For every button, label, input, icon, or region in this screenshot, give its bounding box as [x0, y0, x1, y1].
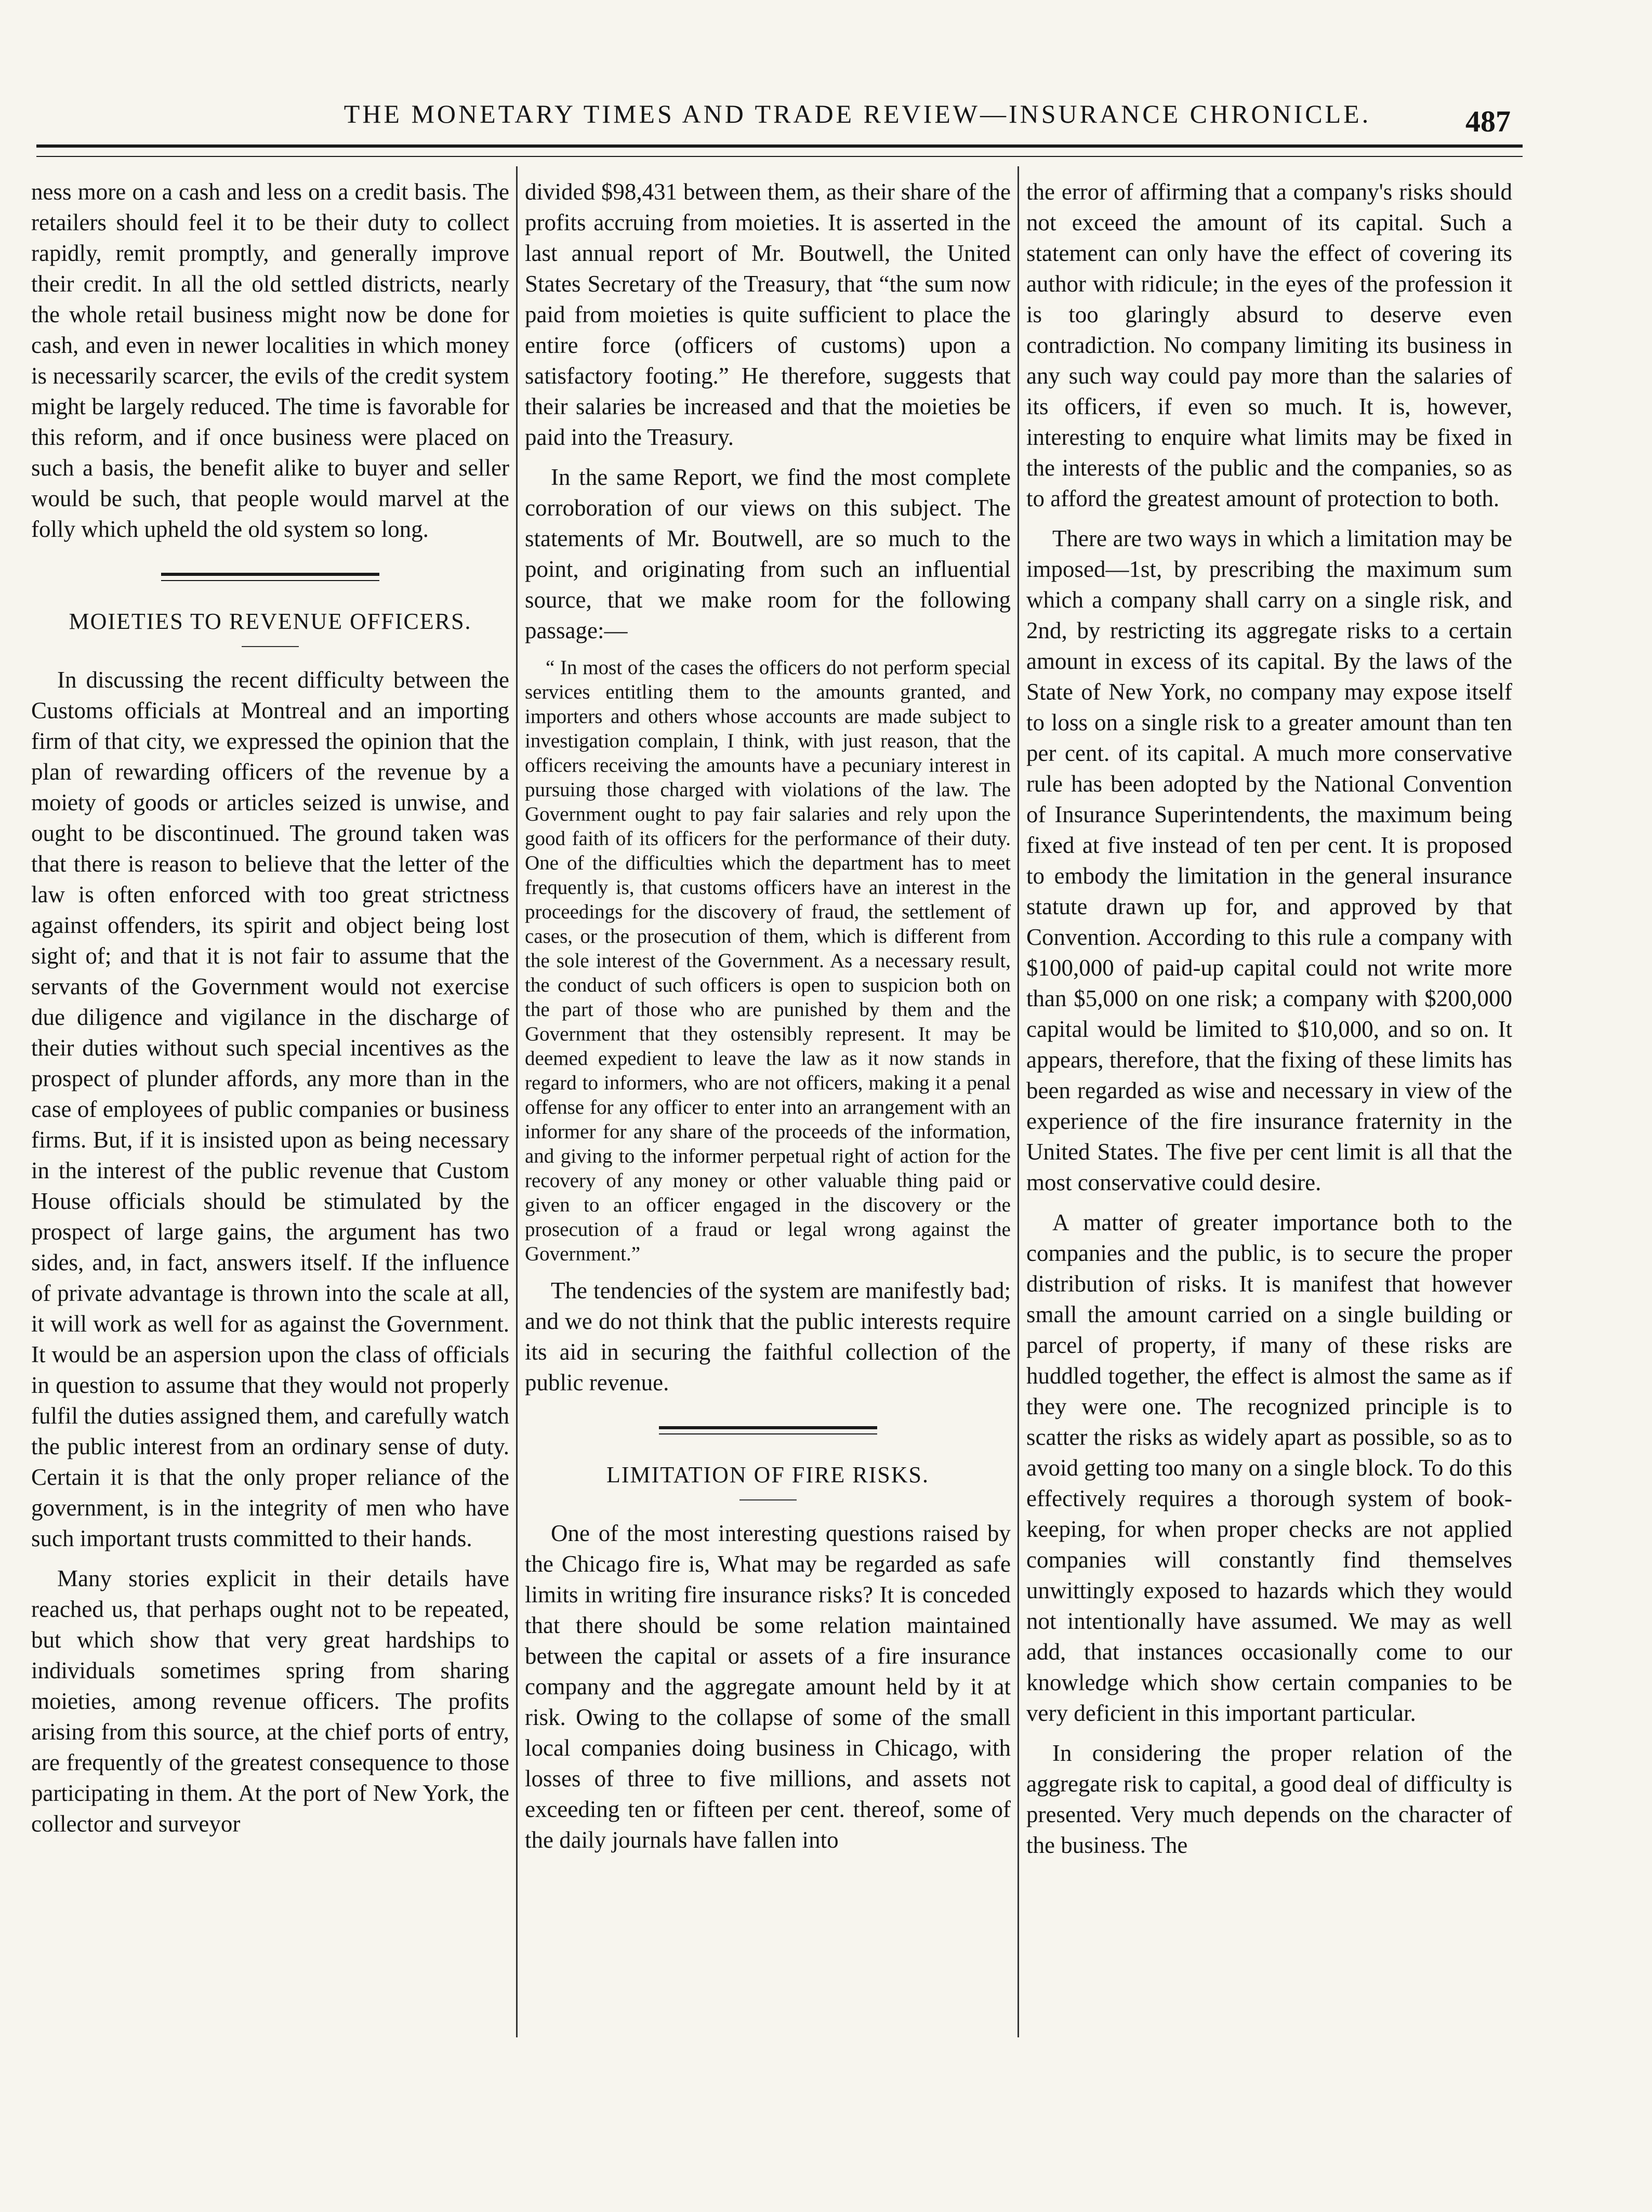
column-divider — [1017, 166, 1019, 2037]
paragraph: ness more on a cash and less on a credit basis. The retailers should feel it to be their duty to collect rapidly, remit promptly, and generally improve their credit. In all the old settled districts, nearly the whole retail business might now be done for cash, and even in newer localities in which money is necessarily scarcer, the evils of the credit system might be largely reduced. The time is favorable for this reform, and if once business were placed on such a basis, the benefit alike to buyer and seller would be such, that people would marvel at the folly which upheld the old system so long. — [31, 179, 509, 542]
column-2 — [525, 177, 1011, 1865]
paragraph: In considering the proper relation of the aggregate risk to capital, a good deal of difficulty is presented. Very much depends on the character of the business. The — [1026, 1740, 1512, 1858]
block-quote: “ In most of the cases the officers do not perform special services entitling them to the amounts granted, and importers and others whose accounts are made subject to investigation complain, I think, with just reason, that the officers receiving the amounts have a pecuniary interest in pursuing those charged with violations of the law. The Government ought to pay fair salaries and rely upon the good faith of its officers for the performance of their duty. One of the difficulties which the department has to meet frequently is, that customs officers have an interest in the proceedings for the discovery of fraud, the settlement of cases, or the prosecution of them, which is different from the sole interest of the Government. As a necessary result, the conduct of such officers is open to suspicion both on the part of those who are punished by them and the Government that they ostensibly represent. It may be deemed expedient to leave the law as it now stands in regard to informers, who are not officers, making it a penal offense for any officer to enter into an arrangement with an informer for any share of the proceeds of the information, and giving to the informer perpetual right of action for the recovery of any money or other valuable thing paid or given to an officer engaged in the discovery or the prosecution of a fraud or legal wrong against the Government.” — [525, 656, 1011, 1265]
section-title: MOIETIES TO REVENUE OFFICERS. — [69, 609, 472, 634]
column-1 — [31, 177, 509, 1849]
paragraph: The tendencies of the system are manifestly bad; and we do not think that the public interests require its aid in securing the faithful collection of the public revenue. — [525, 1278, 1011, 1395]
section-rule — [739, 1499, 797, 1500]
section-rule — [161, 580, 379, 581]
section-rule — [659, 1426, 877, 1429]
paragraph: One of the most interesting questions raised by the Chicago fire is, What may be regarded as safe limits in writing fire insurance risks? It is conceded that there should be some relation maintained between the capital or assets of a fire insurance company and the aggregate amount held by it at risk. Owing to the collapse of some of the small local companies doing business in Chicago, with losses of three to five millions, and assets not exceeding ten or fifteen per cent. thereof, some of the daily journals have fallen into — [525, 1520, 1011, 1853]
paragraph: Many stories explicit in their details have reached us, that perhaps ought not to be repeated, but which show that very great hardships to individuals sometimes spring from sharing moieties, among revenue officers. The profits arising from this source, at the chief ports of entry, are frequently of the greatest consequence to those participating in them. At the port of New York, the collector and surveyor — [31, 1565, 509, 1837]
page-header: THE MONETARY TIMES AND TRADE REVIEW—INSURANCE CHRONICLE. — [343, 99, 1371, 128]
paragraph: In discussing the recent difficulty between the Customs officials at Montreal and an importing firm of that city, we expressed the opinion that the plan of rewarding officers of the revenue by a moiety of goods or articles seized is unwise, and ought to be discontinued. The ground taken was that there is reason to believe that the letter of the law is often enforced with too great strictness against offenders, its spirit and object being lost sight of; and that it is not fair to assume that the servants of the Government would not exercise due diligence and vigilance in the discharge of their duties without such special incentives as the prospect of plunder affords, any more than in the case of employees of public companies or business firms. But, if it is insisted upon as being necessary in the interest of the public revenue that Custom House officials should be stimulated by the prospect of large gains, the argument has two sides, and, in fact, answers itself. If the influence of private advantage is thrown into the scale at all, it will work as well for as against the Government. It would be an aspersion upon the class of officials in question to assume that they would not properly fulfil the duties assigned them, and carefully watch the public interest from an ordinary sense of duty. Certain it is that the only proper reliance of the government, is in the integrity of men who have such important trusts committed to their hands. — [31, 667, 509, 1551]
section-rule — [659, 1433, 877, 1434]
column-3 — [1026, 177, 1512, 1870]
paragraph: There are two ways in which a limitation may be imposed—1st, by prescribing the maximum sum which a company shall carry on a single risk, and 2nd, by restricting its aggregate risks to a certain amount in excess of its capital. By the laws of the State of New York, no company may expose itself to loss on a single risk to a greater amount than ten per cent. of its capital. A much more conservative rule has been adopted by the National Convention of Insurance Superintendents, the maximum being fixed at five instead of ten per cent. It is proposed to embody the limitation in the general insurance statute drawn up for, and approved by that Convention. According to this rule a company with $100,000 of paid-up capital could not write more than $5,000 on one risk; a company with $200,000 capital would be limited to $10,000, and so on. It appears, therefore, that the fixing of these limits has been regarded as wise and necessary in view of the experience of the fire insurance fraternity in the United States. The five per cent limit is all that the most conservative could desire. — [1026, 525, 1512, 1195]
paragraph: the error of affirming that a company's risks should not exceed the amount of its capital. Such a statement can only have the effect of covering its author with ridicule; in the eyes of the profession it is too glaringly absurd to deserve even contradiction. No company limiting its business in any such way could pay more than the salaries of its officers, if even so much. It is, however, interesting to enquire what limits may be fixed in the interests of the public and the companies, so as to afford the greatest amount of protection to both. — [1026, 179, 1512, 511]
column-divider — [516, 166, 518, 2037]
section-title: LIMITATION OF FIRE RISKS. — [606, 1462, 929, 1487]
paragraph: divided $98,431 between them, as their share of the profits accruing from moieties. It is asserted in the last annual report of Mr. Boutwell, the United States Secretary of the Treasury, that “the sum now paid from moieties is quite sufficient to place the entire force (officers of customs) upon a satisfactory footing.” He therefore, suggests that their salaries be increased and that the moieties be paid into the Treasury. — [525, 179, 1011, 450]
page-number: 487 — [1465, 104, 1511, 138]
paragraph: In the same Report, we find the most complete corroboration of our views on this subject. The statements of Mr. Boutwell, are so much to the point, and originating from such an influential source, that we make room for the following passage:— — [525, 464, 1011, 643]
section-rule — [161, 573, 379, 576]
header-rule — [36, 144, 1523, 148]
paragraph: A matter of greater importance both to the companies and the public, is to secure the proper distribution of risks. It is manifest that however small the amount carried on a single building or parcel of property, if many of these risks are huddled together, the effect is almost the same as if they were one. The recognized principle is to scatter the risks as widely apart as possible, so as to avoid getting too many on a single block. To do this effectively requires a thorough system of book-keeping, for when proper checks are not applied companies will constantly find themselves unwittingly exposed to hazards which they would not intentionally have assumed. We may as well add, that instances occasionally come to our knowledge which show certain companies to be very deficient in this important particular. — [1026, 1209, 1512, 1726]
header-rule-thin — [36, 156, 1523, 157]
section-rule — [242, 646, 299, 647]
